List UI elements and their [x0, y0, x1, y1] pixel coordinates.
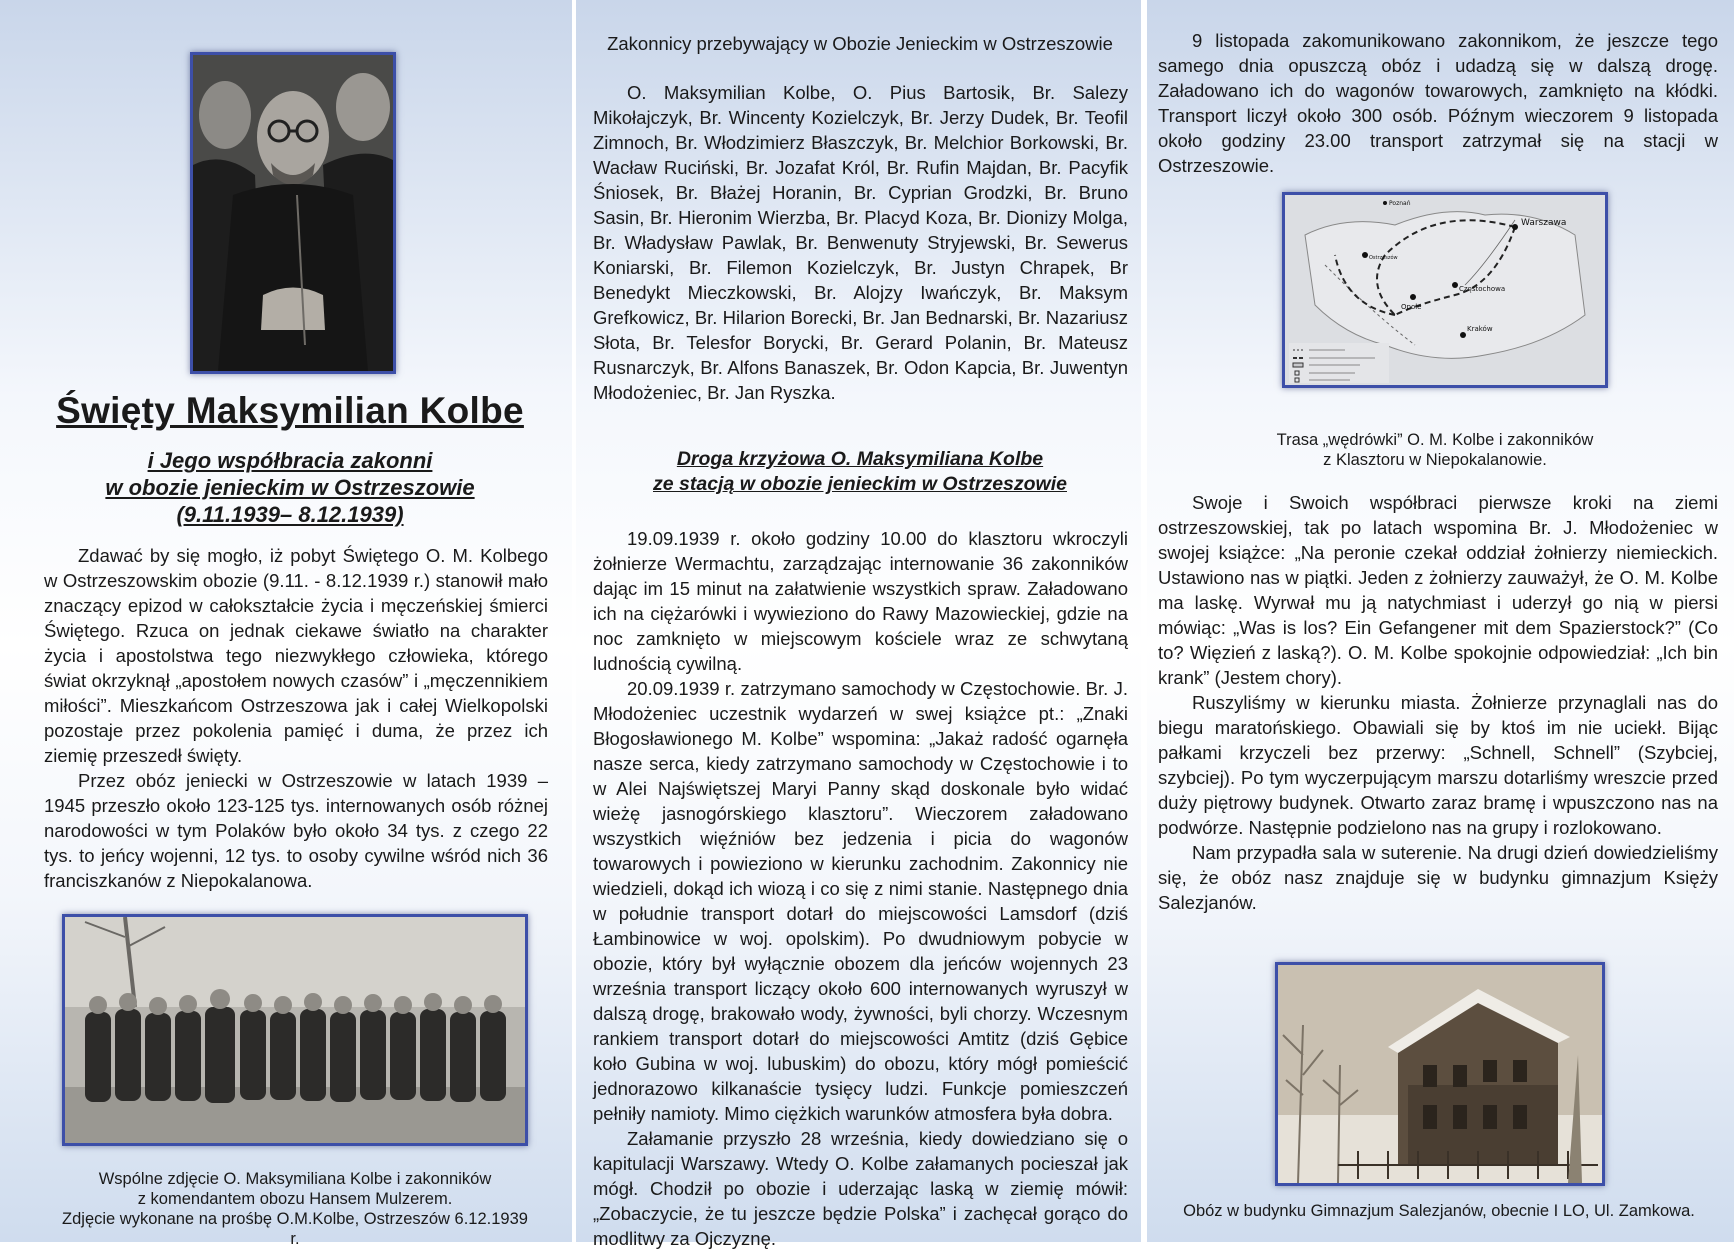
- paragraph: O. Maksymilian Kolbe, O. Pius Bartosik, Br. Salezy Mikołajczyk, Br. Wincenty Kozielczyk, Br. Jerzy Dudek, Br. Teofil Zimnoch, Br. Włodzimierz Błaszczyk, Br. Melchior Borkowski, Br. Wacław Ruciński, Br. Jozafat Król, Br. Rufin Majdan, Br. Pacyfik Śniosek, Br. Błażej Horanin, Br. Cyprian Grodzki, Br. Bruno Sasin, Br. Hieronim Wierzba, Br. Placyd Koza, Br. Dionizy Molga, Br. Władysław Pawlak, Br. Benwenuty Stryjewski, Br. Sewerus Koniarski, Br. Filemon Kozielczyk, Br. Justyn Chrapek, Br Benedykt Mieczkowski, Br. Alojzy Iwańczyk, Br. Maksym Grefkowicz, Br. Hilarion Borecki, Br. Jan Bednarski, Br. Nazariusz Słota, Br. Telesfor Borycki, Br. Gerard Polanin, Br. Mateusz Rusnarczyk, Br. Alfons Banaszek, Br. Odon Kapcia, Br. Juwentyn Młodożeniec, Br. Jan Ryszka.: [593, 82, 1128, 403]
- kolbe-portrait-photo: [190, 52, 396, 374]
- page-subtitle: [40, 447, 540, 528]
- group-photo: [62, 914, 528, 1146]
- map-legend: [1289, 343, 1389, 383]
- portrait-image: [193, 55, 393, 371]
- paragraph: 20.09.1939 r. zatrzymano samochody w Częstochowie. Br. J. Młodożeniec uczestnik wydarzeń w swej książce pt.: „Znaki Błogosławionego M. Kolbe” wspomina: „Jakaż radość ogarnęła nasze serca, kiedy zatrzymano samochody w Częstochowie i to w Alei Najświętszej Maryi Panny skąd doskonale było widać wieżę jasnogórskiego klasztoru”. Wieczorem załadowano wszystkich więźniów bez jedzenia i picia do wagonów towarowych i powieziono w kierunku zachodnim. Zakonnicy nie wiedzieli, dokąd ich wiozą i co się z nimi stanie. Następnego dnia w południe transport dotarł do miejscowości Lamsdorf (dziś Łambinowice w woj. opolskim). Po dwudniowym pobycie w obozie, który był wyłącznie obozem dla jeńców wojennych 23 września transport liczący około 600 internowanych wyruszył w dalszą drogę, brakowało wody, żywności, byli chorzy. Wczesnym rankiem transport dotarł do miejscowości Amtitz (dziś Gębice koło Gubina w woj. lubuskim) do obozu, który mógł pomieścić jednorazowo kilkanaście tysięcy ludzi. Funkcje pomieszczeń pełniły namioty. Mimo ciężkich warunków atmosfera była dobra.: [593, 678, 1128, 1124]
- paragraph: Swoje i Swoich współbraci pierwsze kroki na ziemi ostrzeszowskiej, tak po latach wspomina Br. J. Młodożeniec w swojej książce: „Na peronie czekał oddział żołnierzy niemieckich. Ustawiono nas w piątki. Jeden z żołnierzy zauważył, że O. M. Kolbe ma laskę. Wyrwał mu ją natychmiast i uderzył go nią w piersi mówiąc: „Was is los? Ein Gefangener mit dem Spazierstock?” (Co to? Więzień z laską?). O. M. Kolbe spokojnie odpowiedział: „Ich bin krank” (Jestem chory).: [1158, 492, 1718, 688]
- paragraph: 9 listopada zakomunikowano zakonnikom, że jeszcze tego samego dnia opuszczą obóz i udadzą się w dalszą drogę. Załadowano ich do wagonów towarowych, zamknięto na kłódki. Transport liczył około 300 osób. Późnym wieczorem 9 listopada około godziny 23.00 transport zatrzymał się na stacji w Ostrzeszowie.: [1158, 30, 1718, 176]
- building-caption: Obóz w budynku Gimnazjum Salezjanów, obecnie I LO, Ul. Zamkowa.: [1183, 1202, 1695, 1220]
- subtitle-line: w obozie jenieckim w Ostrzeszowie: [105, 475, 475, 500]
- paragraph: Załamanie przyszło 28 września, kiedy dowiedziano się o kapitulacji Warszawy. Wtedy O. Kolbe załamanych pocieszał jak mógł. Chodził po obozie i uderzając laską w ziemię mówił: „Zobaczycie, że tu jeszcze będzie Polska” i zachęcał gorąco do modlitwy za Ojczyznę.: [593, 1128, 1128, 1249]
- paragraph: 19.09.1939 r. około godziny 10.00 do klasztoru wkroczyli żołnierze Wermachtu, zarządzając internowanie 36 zakonników dając im 15 minut na załatwienie wszystkich spraw. Załadowano ich na ciężarówki i wywieziono do Rawy Mazowieckiej, gdzie na noc zamknięto w miejscowym kościele wraz ze schwytaną ludnością cywilną.: [593, 528, 1128, 674]
- caption-line: z Klasztoru w Niepokalanowie.: [1323, 451, 1547, 469]
- way-of-cross-heading: [590, 447, 1130, 497]
- map-caption: [1230, 430, 1640, 470]
- heading-line: Droga krzyżowa O. Maksymiliana Kolbe: [676, 448, 1044, 470]
- paragraph: Ruszyliśmy w kierunku miasta. Żołnierze przynaglali nas do biegu maratońskiego. Obawiali się by ktoś im nie uciekł. Bijąc pałkami krzyczeli bez przerwy: „Schnell, Schnell” (Szybciej, szybciej). Po tym wyczerpującym marszu dotarliśmy wreszcie przed duży piętrowy budynek. Otwarto zaraz bramę i wpuszczono nas na podwórze. Następnie podzielono nas na grupy i rozlokowano.: [1158, 692, 1718, 838]
- group-photo-image: [65, 917, 525, 1143]
- subtitle-line: (9.11.1939– 8.12.1939): [176, 502, 404, 527]
- members-list: [593, 80, 1128, 405]
- building-photo: [1275, 962, 1605, 1186]
- building-photo-image: [1278, 965, 1602, 1183]
- route-map-image: [1285, 195, 1605, 385]
- map-label-poznan: Poznań: [1389, 200, 1411, 207]
- way-of-cross-text: [593, 526, 1128, 1251]
- paragraph: Zdawać by się mogło, iż pobyt Świętego O. M. Kolbego w Ostrzeszowskim obozie (9.11. - 8.12.1939 r.) stanowił mało znaczący epizod w całokształcie życia i męczeńskiej śmierci Świętego. Rzuca on jednak ciekawe światło na charakter życia i apostolstwa tego niezwykłego człowieka, którego świat okrzyknął „apostołem nowych czasów” i „męczennikiem miłości”. Mieszkańcom Ostrzeszowa jak i całej Wielkopolski pozostaje przez pokolenia pamięć i duma, że przez ich ziemię przeszedł święty.: [44, 545, 548, 766]
- caption-line: Wspólne zdjęcie O. Maksymiliana Kolbe i zakonników: [98, 1170, 492, 1188]
- transport-text: [1158, 28, 1718, 178]
- memoir-text: [1158, 490, 1718, 915]
- caption-line: Trasa „wędrówki” O. M. Kolbe i zakonników: [1276, 431, 1594, 449]
- members-heading: Zakonnicy przebywający w Obozie Jenieckim w Ostrzeszowie: [607, 33, 1113, 54]
- page-title: Święty Maksymilian Kolbe: [56, 390, 524, 431]
- map-label-czestochowa: Częstochowa: [1459, 285, 1506, 293]
- paragraph: Przez obóz jeniecki w Ostrzeszowie w latach 1939 – 1945 przeszło około 123-125 tys. internowanych osób różnej narodowości w tym Polaków było około 34 tys. z czego 22 tys. to jeńcy wojenni, 12 tys. to osoby cywilne wśród nich 36 franciszkanów z Niepokalanowa.: [44, 770, 548, 891]
- caption-line: z komendantem obozu Hansem Mulzerem.: [137, 1190, 453, 1208]
- intro-text: [44, 543, 548, 893]
- map-label-warszawa: Warszawa: [1521, 218, 1567, 228]
- group-photo-caption: [60, 1169, 530, 1249]
- route-map: [1282, 192, 1608, 388]
- subtitle-line: i Jego współbracia zakonni: [147, 448, 433, 473]
- caption-line: Zdjęcie wykonane na prośbę O.M.Kolbe, Ostrzeszów 6.12.1939 r.: [62, 1210, 528, 1248]
- map-label-ostrzeszow: Ostrzeszów: [1369, 255, 1398, 261]
- paragraph: Nam przypadła sala w suterenie. Na drugi dzień dowiedzieliśmy się, że obóz nasz znajduje się w budynku gimnazjum Księży Salezjanów.: [1158, 842, 1718, 913]
- map-label-krakow: Kraków: [1467, 325, 1493, 333]
- heading-line: ze stacją w obozie jenieckim w Ostrzeszowie: [653, 473, 1067, 495]
- map-label-opole: Opole: [1401, 303, 1422, 311]
